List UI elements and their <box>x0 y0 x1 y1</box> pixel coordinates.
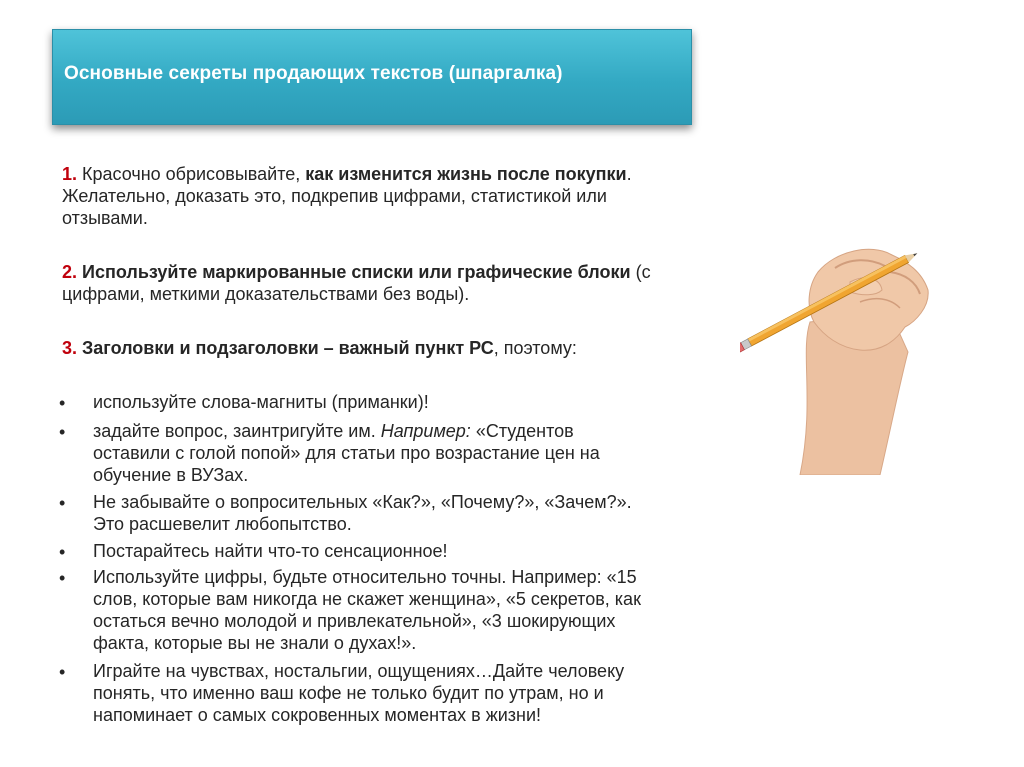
point-2-number: 2. <box>62 262 78 282</box>
bullet-5-line-2: слов, которые вам никогда не скажет женщина», «5 секретов, как <box>93 589 641 609</box>
bullet-6-line-1: Играйте на чувствах, ностальгии, ощущениях…Дайте человеку <box>93 661 625 681</box>
bullet-marker: • <box>59 662 66 682</box>
bullet-5 <box>93 566 743 654</box>
point-2 <box>62 261 742 305</box>
bullet-6-line-2: понять, что именно ваш кофе не только будит по утрам, но и <box>93 683 604 703</box>
point-2-text: (с <box>630 262 651 282</box>
slide-title: Основные секреты продающих текстов (шпаргалка) <box>64 63 563 84</box>
point-3-number: 3. <box>62 338 78 358</box>
point-2-line-2: цифрами, меткими доказательствами без воды). <box>62 284 470 304</box>
bullet-5-line-4: факта, которые вы не знали о духах!». <box>93 633 417 653</box>
bullet-2 <box>93 420 743 486</box>
bullet-marker: • <box>59 422 66 442</box>
bullet-marker: • <box>59 393 66 413</box>
point-3-text: , поэтому: <box>493 338 577 358</box>
bullet-1: используйте слова-магниты (приманки)! <box>93 392 429 412</box>
point-1-line-3: отзывами. <box>62 208 148 228</box>
point-1-text-a: Красочно обрисовывайте, <box>77 164 306 184</box>
point-1-line-1 <box>62 163 742 185</box>
bullet-2-italic: Например: <box>380 421 471 441</box>
bullet-2-text-b: «Студентов <box>470 421 574 441</box>
point-1 <box>62 163 742 229</box>
bullet-3-line-2: Это расшевелит любопытство. <box>93 514 352 534</box>
bullet-2-line-3: обучение в ВУЗах. <box>93 465 249 485</box>
point-3 <box>62 337 742 359</box>
bullet-3 <box>93 491 743 535</box>
bullet-2-line-1 <box>93 420 743 442</box>
point-1-number: 1. <box>62 164 78 184</box>
bullet-marker: • <box>59 493 66 513</box>
hand-with-pencil-icon <box>740 232 935 475</box>
bullet-6-line-3: напоминает о самых сокровенных моментах в жизни! <box>93 705 542 725</box>
bullet-2-line-2: оставили с голой попой» для статьи про возрастание цен на <box>93 443 600 463</box>
point-1-text-b: . <box>626 164 632 184</box>
point-2-bold: Используйте маркированные списки или графические блоки <box>77 262 631 282</box>
bullet-5-line-1: Используйте цифры, будьте относительно точны. Например: «15 <box>93 567 637 587</box>
bullet-2-text-a: задайте вопрос, заинтригуйте им. <box>93 421 381 441</box>
point-2-line-1 <box>62 261 742 283</box>
point-1-line-2: Желательно, доказать это, подкрепив цифрами, статистикой или <box>62 186 607 206</box>
point-1-bold: как изменится жизнь после покупки <box>305 164 627 184</box>
point-3-bold: Заголовки и подзаголовки – важный пункт РС <box>77 338 494 358</box>
bullet-6 <box>93 660 743 726</box>
bullet-5-line-3: остаться вечно молодой и привлекательной», «3 шокирующих <box>93 611 616 631</box>
bullet-3-line-1: Не забывайте о вопросительных «Как?», «Почему?», «Зачем?». <box>93 492 632 512</box>
bullet-4: Постарайтесь найти что-то сенсационное! <box>93 541 448 561</box>
bullet-marker: • <box>59 568 66 588</box>
bullet-marker: • <box>59 542 66 562</box>
